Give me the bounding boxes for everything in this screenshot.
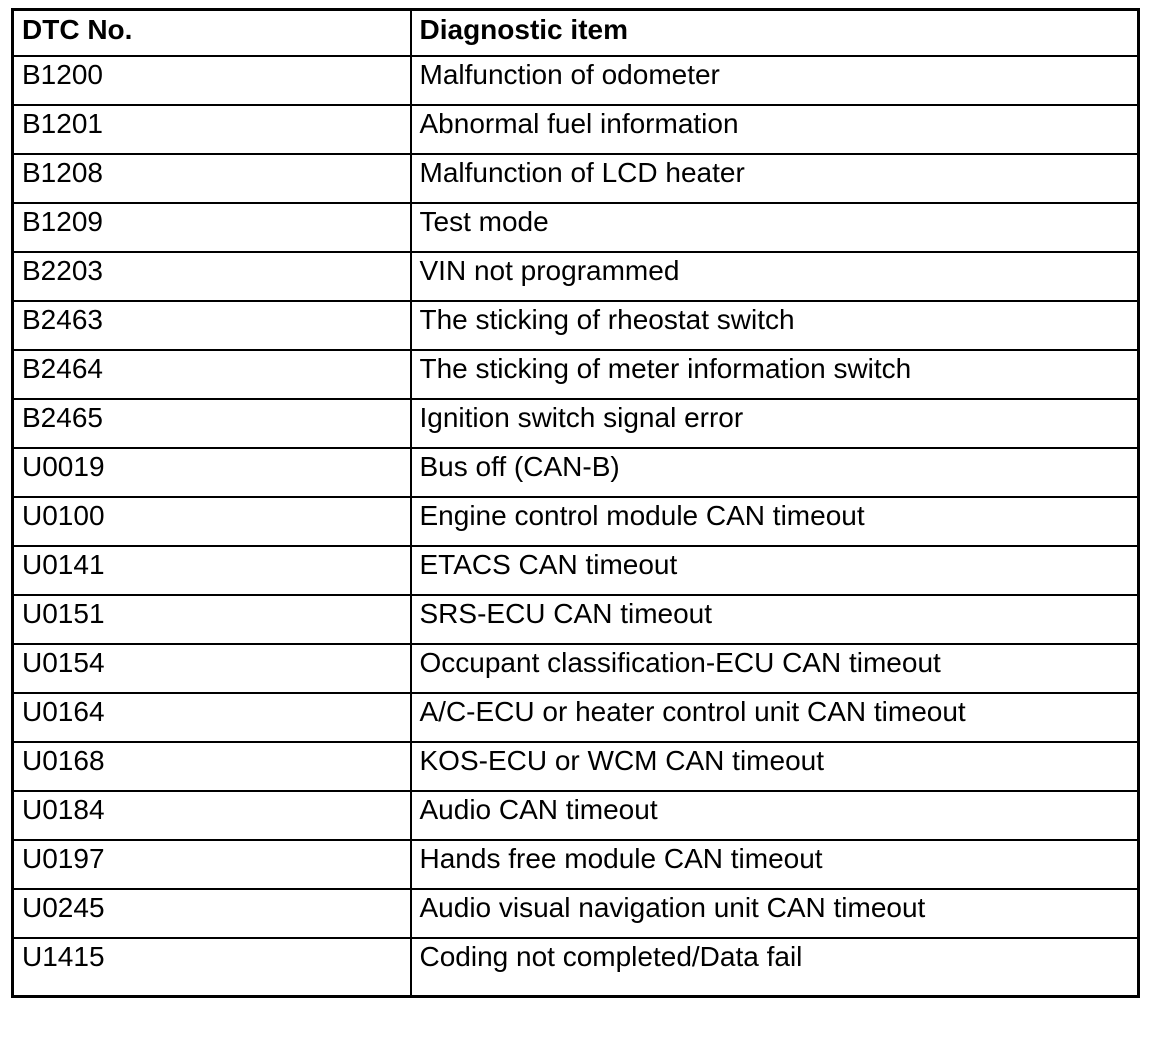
diagnostic-item: Test mode (411, 203, 1139, 252)
dtc-code: B2464 (13, 350, 411, 399)
diagnostic-item: Occupant classification-ECU CAN timeout (411, 644, 1139, 693)
dtc-code: B2465 (13, 399, 411, 448)
dtc-code: B1209 (13, 203, 411, 252)
diagnostic-item: VIN not programmed (411, 252, 1139, 301)
table-row (13, 399, 1139, 448)
table-row (13, 154, 1139, 203)
diagnostic-item: The sticking of rheostat switch (411, 301, 1139, 350)
dtc-code: B2463 (13, 301, 411, 350)
dtc-code: B2203 (13, 252, 411, 301)
diagnostic-item: Ignition switch signal error (411, 399, 1139, 448)
dtc-code: U0100 (13, 497, 411, 546)
table-row (13, 644, 1139, 693)
header-diagnostic-item: Diagnostic item (411, 10, 1139, 57)
diagnostic-item: Audio visual navigation unit CAN timeout (411, 889, 1139, 938)
table-row (13, 350, 1139, 399)
dtc-code: U0019 (13, 448, 411, 497)
dtc-code: U0141 (13, 546, 411, 595)
diagnostic-item: Hands free module CAN timeout (411, 840, 1139, 889)
table-row (13, 252, 1139, 301)
diagnostic-item: Malfunction of LCD heater (411, 154, 1139, 203)
dtc-code: B1208 (13, 154, 411, 203)
table-row (13, 203, 1139, 252)
table-row (13, 56, 1139, 105)
table-row (13, 840, 1139, 889)
dtc-table (11, 8, 1140, 998)
dtc-code: U0184 (13, 791, 411, 840)
table-row (13, 938, 1139, 997)
diagnostic-item: The sticking of meter information switch (411, 350, 1139, 399)
diagnostic-item: ETACS CAN timeout (411, 546, 1139, 595)
diagnostic-item: A/C-ECU or heater control unit CAN timeout (411, 693, 1139, 742)
table-row (13, 301, 1139, 350)
dtc-code: U0168 (13, 742, 411, 791)
dtc-code: B1201 (13, 105, 411, 154)
table-row (13, 448, 1139, 497)
table-row (13, 791, 1139, 840)
dtc-code: U0151 (13, 595, 411, 644)
table-row (13, 742, 1139, 791)
diagnostic-item: SRS-ECU CAN timeout (411, 595, 1139, 644)
dtc-code: B1200 (13, 56, 411, 105)
dtc-code: U0164 (13, 693, 411, 742)
diagnostic-item: Bus off (CAN-B) (411, 448, 1139, 497)
diagnostic-item: Engine control module CAN timeout (411, 497, 1139, 546)
diagnostic-item: Malfunction of odometer (411, 56, 1139, 105)
dtc-code: U0154 (13, 644, 411, 693)
diagnostic-item: Audio CAN timeout (411, 791, 1139, 840)
dtc-code: U0197 (13, 840, 411, 889)
table-row (13, 595, 1139, 644)
diagnostic-item: KOS-ECU or WCM CAN timeout (411, 742, 1139, 791)
table-header-row (13, 10, 1139, 57)
table-row (13, 889, 1139, 938)
table-row (13, 105, 1139, 154)
dtc-code: U1415 (13, 938, 411, 997)
dtc-code: U0245 (13, 889, 411, 938)
header-dtc-no: DTC No. (13, 10, 411, 57)
table-row (13, 497, 1139, 546)
table-row (13, 693, 1139, 742)
diagnostic-item: Coding not completed/Data fail (411, 938, 1139, 997)
diagnostic-item: Abnormal fuel information (411, 105, 1139, 154)
table-row (13, 546, 1139, 595)
